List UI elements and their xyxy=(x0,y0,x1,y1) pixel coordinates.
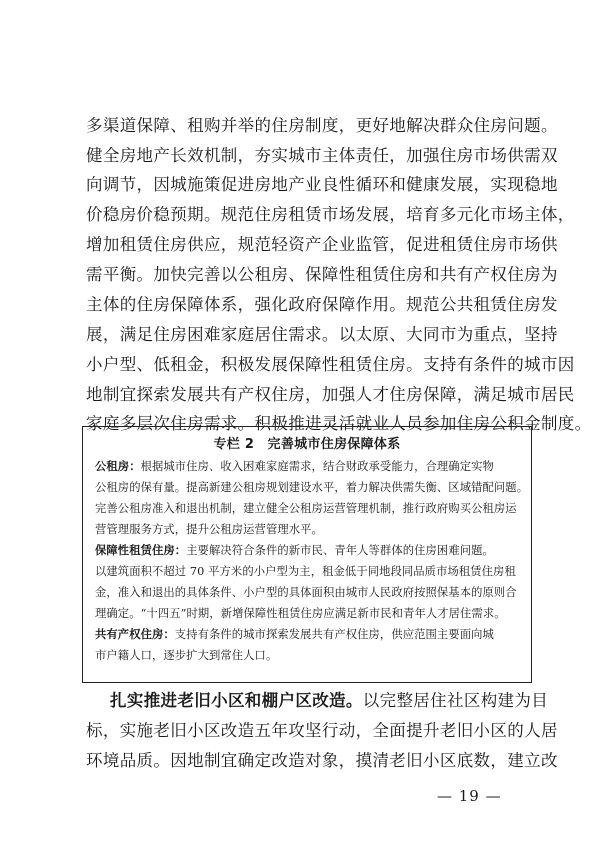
box-line xyxy=(95,460,523,474)
special-column-box xyxy=(82,426,532,683)
text-line: 多渠道保障、租购并举的住房制度，更好地解决群众住房问题。 xyxy=(86,116,558,135)
term-label: 共有产权住房： xyxy=(95,628,175,641)
box-line: 公租房的保有量。提高新建公租房规划建设水平，着力解决供需失衡、区域错配问题。 xyxy=(95,481,529,494)
text-line: 增加租赁住房供应，规范轻资产企业监管，促进租赁住房市场供 xyxy=(86,235,558,254)
box-line xyxy=(95,628,523,642)
page-number: — 19 — xyxy=(437,787,502,805)
box-line: 市户籍人口，逐步扩大到常住人口。 xyxy=(95,649,278,662)
term-text: 支持有条件的城市探索发展共有产权住房，供应范围主要面向城 xyxy=(174,628,494,641)
text-line: 环境品质。因地制宜确定改造对象，摸清老旧小区底数，建立改 xyxy=(86,751,558,770)
text-line: 价稳房价稳预期。规范住房租赁市场发展，培育多元化市场主体， xyxy=(86,205,575,224)
text-line: 健全房地产长效机制，夯实城市主体责任，加强住房市场供需双 xyxy=(86,146,558,165)
box-line: 理确定。“十四五”时期，新增保障性租赁住房应满足新市民和青年人才居住需求。 xyxy=(95,607,506,620)
text-line: 展，满足住房困难家庭居住需求。以太原、大同市为重点，坚持 xyxy=(86,325,558,344)
text-line: 地制宜探索发展共有产权住房，加强人才住房保障，满足城市居民 xyxy=(86,385,575,404)
box-line: 金，准入和退出的具体条件、小户型的具体面积由城市人民政府按照保基本的原则合 xyxy=(95,586,517,599)
text-line: 主体的住房保障体系，强化政府保障作用。规范公共租赁住房发 xyxy=(86,295,558,314)
text-line xyxy=(110,691,549,711)
box-line: 完善公租房准入和退出机制，建立健全公租房运营管理机制，推行政府购买公租房运 xyxy=(95,502,517,515)
text-line: 向调节，因城施策促进房地产业良性循环和健康发展，实现稳地 xyxy=(86,175,558,194)
term-text: 主要解决符合条件的新市民、青年人等群体的住房困难问题。 xyxy=(186,544,494,557)
text-line: 标，实施老旧小区改造五年攻坚行动，全面提升老旧小区的人居 xyxy=(86,721,558,740)
lead-rest-text: 以完整居住社区构建为目 xyxy=(362,691,549,710)
term-label: 公租房： xyxy=(95,460,141,473)
text-line: 家庭多层次住房需求。积极推进灵活就业人员参加住房公积金制度。 xyxy=(86,414,592,433)
box-line xyxy=(95,544,523,558)
text-line: 小户型、低租金，积极发展保障性租赁住房。支持有条件的城市因 xyxy=(86,355,575,374)
term-label: 保障性租赁住房： xyxy=(95,544,187,557)
box-line: 以建筑面积不超过 70 平方米的小户型为主，租金低于同地段同品质市场租赁住房租 xyxy=(95,565,516,578)
term-text: 根据城市住房、收入困难家庭需求，结合财政承受能力，合理确定实物 xyxy=(140,460,494,473)
text-line: 需平衡。加快完善以公租房、保障性租赁住房和共有产权住房为 xyxy=(86,265,558,284)
box-line: 营管理服务方式，提升公租房运营管理水平。 xyxy=(95,523,323,536)
box-title: 专栏 2 完善城市住房保障体系 xyxy=(213,437,401,452)
bold-lead-text: 扎实推进老旧小区和棚户区改造。 xyxy=(110,691,363,710)
